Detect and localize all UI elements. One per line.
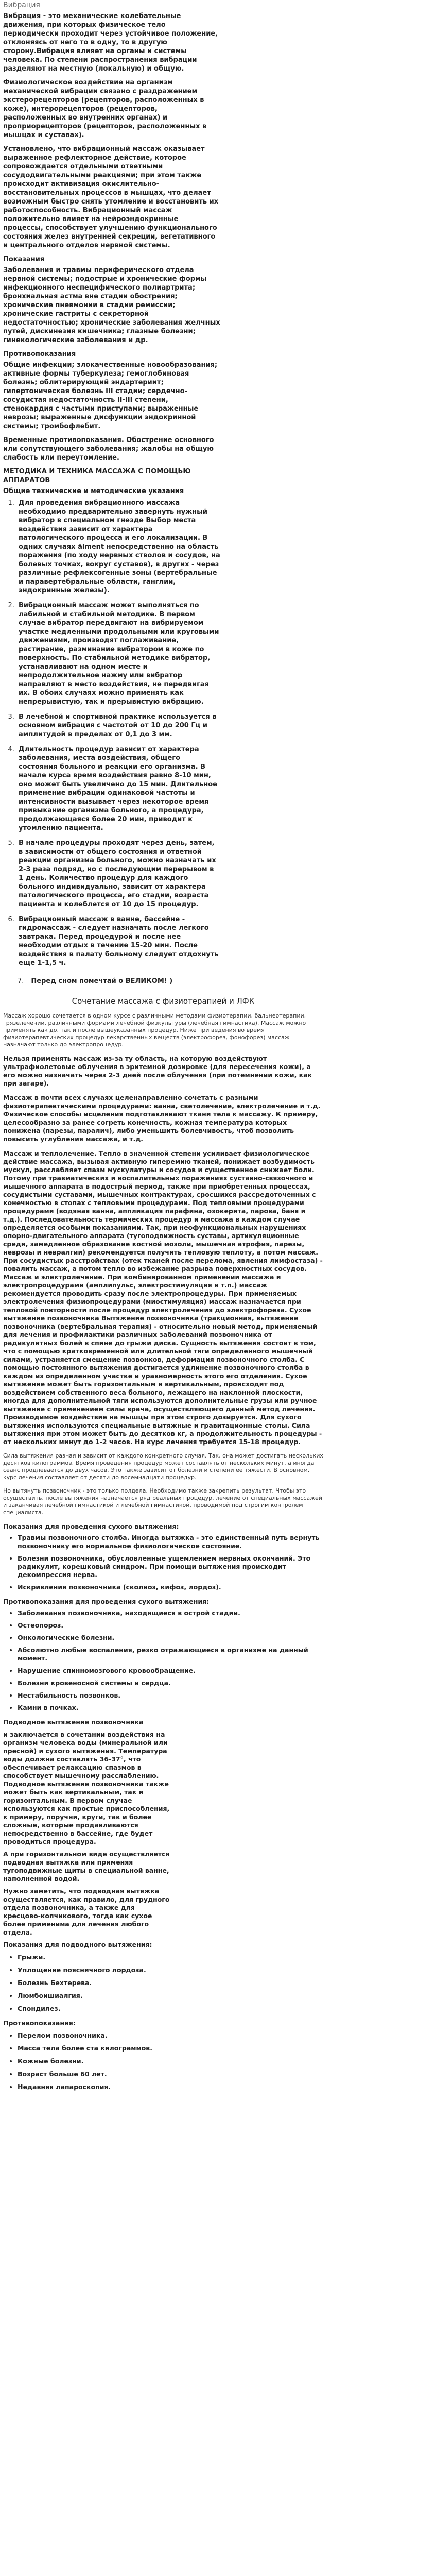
article-paragraph: Массаж хорошо сочетается в одном курсе с различными методами физиотерапии, бальнеотерапии, грязелечении, различными формами лечебной физкультуры (лечебная гимнастика). Массаж можно применять как до, так и после вышеуказанных процедур. Ниже при ведения во время физиотерапевтических процедур лекарственных веществ (электрофорез, фонофорез) массаж назначают только до электропроцедур.: [3, 1012, 306, 1048]
water-text-3: Нужно заметить, что подводная вытяжка осуществляется, как правило, для грудного отдела позвоночника, а также для кресцово-копчикового, тогда как сухое более применима для лечения любого отдела.: [3, 1887, 170, 1936]
article-paragraph: Нельзя применять массаж из-за ту область, на которую воздействуют ультрафиолетовые облучения в эритемной дозировке (для пересечения кожи), а его можно назначать через 2-3 дней после облучения (при потемнении кожи, как при загаре).: [3, 1055, 312, 1087]
list-item: • Грыжи.: [18, 1953, 173, 1961]
list-item: • Остеопороз.: [18, 1621, 323, 1630]
list-item: • Недавняя лапароскопия.: [18, 2083, 173, 2091]
method-list: [3, 499, 220, 968]
water-text-2: А при горизонтальном виде осуществляется подводная вытяжка или применяя тугоподвижные щиты в специальной ванне, наполненной водой.: [3, 1850, 170, 1883]
list-item: • Кожные болезни.: [18, 2057, 173, 2065]
dry-contraindications-list: [3, 1609, 323, 1712]
list-item: • Возраст больше 60 лет.: [18, 2070, 173, 2078]
list-item: • Онкологические болезни.: [18, 1634, 323, 1642]
intro-paragraph-3: Установлено, что вибрационный массаж оказывает выраженное рефлекторное действие, которое сопровождается отдельными ответными сосудодвигательными реакциями; при этом также происходит активизация окислительно-восстановительных процессов в мышцах, что делает возможным быстро снять утомление и восстановить их работоспособность. Вибрационный массаж положительно влияет на нейроэндокринные процессы, способствует улучшению функционального состояния желез внутренней секреции, вегетативного и центрального отделов нервной системы.: [3, 145, 219, 249]
article-title: Сочетание массажа с физиотерапией и ЛФК: [72, 996, 255, 1006]
article-section: [3, 997, 323, 1712]
list-item: • Болезнь Бехтерева.: [18, 1979, 173, 1987]
list-item: 6. Вибрационный массаж в ванне, бассейне - гидромассаж - следует назначать после легкого завтрака. Перед процедурой и после нее необходим отдых в течение 15-20 мин. После воздействия в палату больному следует отдохнуть еще 1-1,5 ч.: [16, 915, 220, 968]
intro-paragraph-2: Физиологическое воздействие на организм механической вибрации связано с раздражением экстерорецепторов (рецепторов, расположенных в коже), интерорецепторов (рецепторов, расположенных во внутренних органах) и проприорецепторов (рецепторов, расположенных в мышцах и суставах).: [3, 79, 207, 139]
contraindications-text: Общие инфекции; злокачественные новообразования; активные формы туберкулеза; гемоглобиновая болезнь; облитерирующий эндартериит; гипертоническая болезнь III стадии; сердечно-сосудистая недостаточность II-III степени, стенокардия с частыми приступами; выраженные неврозы; выраженные дисфункции эндокринной системы; тромбофлебит.: [3, 361, 218, 430]
list-item: • Нестабильность позвонков.: [18, 1691, 323, 1700]
page-title: Вибрация: [3, 1, 40, 9]
list-item: • Болезни позвоночника, обусловленные ущемлением нервных окончаний. Это радикулит, корешковый синдром. При помощи вытяжения происходит декомпрессия нерва.: [18, 1554, 323, 1579]
water-indications-heading: Показания для подводного вытяжения:: [3, 1941, 152, 1948]
list-item: • Травмы позвоночного столба. Иногда вытяжка - это единственный путь вернуть позвоночнику его нормальное физиологическое состояние.: [18, 1534, 323, 1550]
water-contraindications-heading: Противопоказания:: [3, 2019, 76, 2027]
method-subtitle: Общие технические и методические указания: [3, 487, 184, 495]
contraindications-heading: Противопоказания: [3, 350, 76, 358]
dry-contraindications-heading: Противопоказания для проведения сухого вытяжения:: [3, 1598, 210, 1605]
list-item: 3. В лечебной и спортивной практике используется в основном вибрация с частотой от 10 до 200 Гц и амплитудой в пределах от 0,1 до 3 мм.: [16, 713, 220, 739]
article-paragraph: Массаж и теплолечение. Тепло в значенной степени усиливает физиологическое действие массажа, вызывая активную гиперемию тканей, понижает возбудимость мускул, расслабляет спазм мускулатуры и сосудов и существенное снижает боли. Потому при травматических и воспалительных поражениях суставно-связочного и мышечного аппарата в подострый период, также при приобретенных процессах, сосудистыми суставами, мышечных контрактурах, сросшихся рассредоточенных с конечностью в стопах с тепловыми процедурами. Под тепловыми процедурами процедурами (водяная ванна, аппликация парафина, озокерита, парова, баня и т.д.). Последовательность термических процедур и массажа в каждом случае определяется особыми показаниями. Так, при неофункциональных нарушениях опорно-двигательного аппарата (тугоподвижность суставы, артикуляционные среди, замедленное образование костной мозоли, мышечная атрофия, парезы, неврозы и невралгии) рекомендуется получить тепловую теплоту, а потом массаж. При сосудистых расстройствах (отек тканей после перелома, явления лимфостаза) - повалить массаж, а потом тепло во избежание разрыва поверхностных сосудов. Массаж и электролечение. При комбинированном применении массажа и электропроцедурами (амплипульс, электростимуляция и т.п.) массаж рекомендуется проводить сразу после электропроцедуры. При применяемых электролечения физиопроцедурами (миостимуляция) массаж назначается при тепловой повторности после процедур электролечения до электрофореза. Сухое вытяжение позвоночника Вытяжение позвоночника (тракционная, вытяжение позвоночника (вертебральная терапия) - относительно новый метод, применяемый для лечения и профилактики различных заболеваний позвоночника от радикулитных болей в спине до грыжи диска. Сущность вытяжения состоит в том, что с помощью кратковременной или длительной тяги определенного мышечный силами, устраняется смещение позвонков, деформация позвоночного столба. С помощью постоянного вытяжения достигается удлинение позвоночного столба в каждом из определенном участке и уравномерность этого его отделения. Сухое вытяжение может быть горизонтальным и вертикальным, происходит под воздействием собственного веса больного, лежащего на наклонной плоскости, иногда для дополнительной тяги используются дополнительные грузы или ручное вытяжение с применением силы врача, осуществляющего данный метод лечения. Производимое воздействие на мышцы при этом строго дозируется. Для сухого вытяжения используются специальные вытяжные и гравитационные столы. Сила вытяжения при этом может быть до десятков кг, а продолжительность процедуры - от нескольких минут до 1-2 часов. На курс лечения требуется 15-18 процедур.: [3, 1149, 323, 1446]
dry-indications-list: [3, 1534, 323, 1591]
list-item: • Заболевания позвоночника, находящиеся в острой стадии.: [18, 1609, 323, 1617]
indications-heading: Показания: [3, 256, 45, 263]
list-item: • Спондилез.: [18, 2005, 173, 2013]
list-item: • Перелом позвоночника.: [18, 2031, 173, 2040]
method-title: МЕТОДИКА И ТЕХНИКА МАССАЖА С ПОМОЩЬЮ АППАРАТОВ: [3, 468, 191, 484]
list-item: • Масса тела более ста килограммов.: [18, 2044, 173, 2053]
water-intro: Подводное вытяжение позвоночника: [3, 1718, 144, 1726]
dry-indications-heading: Показания для проведения сухого вытяжения:: [3, 1522, 179, 1530]
final-note-text: Перед сном помечтай о ВЕЛИКОМ! ): [31, 977, 173, 985]
article-paragraph: Массаж в почти всех случаях целенаправленно сочетать с разными физиотерапевтическими процедурами: ванна, светолечение, электролечение и т.д. Физическое способы исцеления подготавливают ткани тела к массажу. К примеру, целесообразно за ранее согреть конечность, кожная температура которых понижена (парезы, паралич), либо уменьшить болевчивость, чтоб позволить повысить углубления массажа, и т.д.: [3, 1094, 321, 1143]
list-item: 1. Для проведения вибрационного массажа необходимо предварительно завернуть нужный вибратор в специальном гнезде Выбор места воздействия зависит от характера патологического процесса и его локализации. В одних случаях älment непосредственно на область поражения (по ходу нервных стволов и сосудов, на болевых точках, вокруг суставов), в других - через различные рефлексогенные зоны (вертебральные и паравертебральные области, ганглии, эндокринные железы).: [16, 499, 220, 595]
water-indications-list: [3, 1953, 173, 2013]
list-item: 5. В начале процедуры проходят через день, затем, в зависимости от общего состояния и ответной реакции организма больного, можно назначать их 2-3 раза подряд, но с последующим перерывом в 1 день. Количество процедур для каждого больного индивидуально, зависит от характера патологического процесса, его стадии, возраста пациента и колеблется от 10 до 15 процедур.: [16, 839, 220, 909]
list-item: • Искривления позвоночника (сколиоз, кифоз, лордоз).: [18, 1583, 323, 1591]
vibration-section: [3, 12, 220, 968]
water-contraindications-list: [3, 2031, 173, 2091]
water-section: [3, 1718, 173, 2091]
final-note: [18, 977, 433, 986]
intro-paragraph-1: Вибрация - это механические колебательные движения, при которых физическое тело периодически проходит через устойчивое положение, отклоняясь от него то в одну, то в другую сторону.Вибрация влияет на органы и системы человека. По степени распространения вибрации разделяют на местную (локальную) и общую.: [3, 12, 218, 73]
article-paragraph: Но вытянуть позвоночник - это только полдела. Необходимо также закрепить результат. Чтобы это осуществить, после вытяжения назначается ряд реальных процедур, лечение от специальных массажей и заканчивая лечебной гимнастикой и лечебной гимнастикой, проводимой под строгим контролем специалиста.: [3, 1487, 322, 1516]
list-item: • Уплощение поясничного лордоза.: [18, 1966, 173, 1974]
indications-text: Заболевания и травмы периферического отдела нервной системы; подострые и хронические формы инфекционного неспецифического полиартрита; бронхиальная астма вне стадии обострения; хронические пневмонии в стадии ремиссии; хронические гастриты с секреторной недостаточностью; хронические заболевания желчных путей, дискинезия кишечника; глазные болезни; гинекологические заболевания и др.: [3, 266, 220, 344]
list-item: • Камни в почках.: [18, 1704, 323, 1712]
article-paragraph: Сила вытяжения разная и зависит от каждого конкретного случая. Так, она может достигать нескольких десятков килограммов. Время проведения процедур может составлять от нескольких минут, а иногда сеанс продлевается до двух часов. Это также зависит от болезни и степени ее тяжести. В основном, курс лечения составляет от десяти до восемнадцати процедур.: [3, 1452, 323, 1481]
list-item: • Абсолютно любые воспаления, резко отражающиеся в организме на данный момент.: [18, 1646, 323, 1663]
temporary-contraindications: Временные противопоказания. Обострение основного или сопутствующего заболевания; жалобы на общую слабость или переутомление.: [3, 436, 214, 462]
list-item: 4. Длительность процедур зависит от характера заболевания, места воздействия, общего состояния больного и реакции его организма. В начале курса время воздействия равно 8-10 мин, оно может быть увеличено до 15 мин. Длительное применение вибрации одинаковой частоты и интенсивности вызывает через некоторое время привыкание организма больного, а процедура, продолжающаяся более 20 мин, приводит к утомлению пациента.: [16, 745, 220, 833]
list-item: • Болезни кровеносной системы и сердца.: [18, 1679, 323, 1687]
list-item: 2. Вибрационный массаж может выполняться по лабильной и стабильной методике. В первом случае вибратор передвигают на вибрируемом участке медленными продольными или круговыми движениями, производят поглаживание, растирание, разминание вибратором в коже по поверхность. По стабильной методике вибратор, устанавливают на одном месте и непродолжительное нажму или вибратор направляют в место воздействия, не передвигая их. В обоих случаях можно применять как непрерывистую, так и прерывистую вибрацию.: [16, 601, 220, 706]
list-item: • Люмбоишиалгия.: [18, 1992, 173, 2000]
final-note-number: 7.: [18, 977, 24, 985]
list-item: • Нарушение спинномозгового кровообращение.: [18, 1667, 323, 1675]
water-text: и заключается в сочетании воздействия на организм человека воды (минеральной или пресной) и сухого вытяжения. Температура воды должна составлять 36-37°, что обеспечивает релаксацию спазмов в способствует мышечному расслаблению. Подводное вытяжение позвоночника также может быть как вертикальным, так и горизонтальным. В первом случае используются как простые приспособления, к примеру, поручни, круги, так и более сложные, которые продавливаются непосредственно в бассейне, где будет проводиться процедура.: [3, 1731, 170, 1845]
